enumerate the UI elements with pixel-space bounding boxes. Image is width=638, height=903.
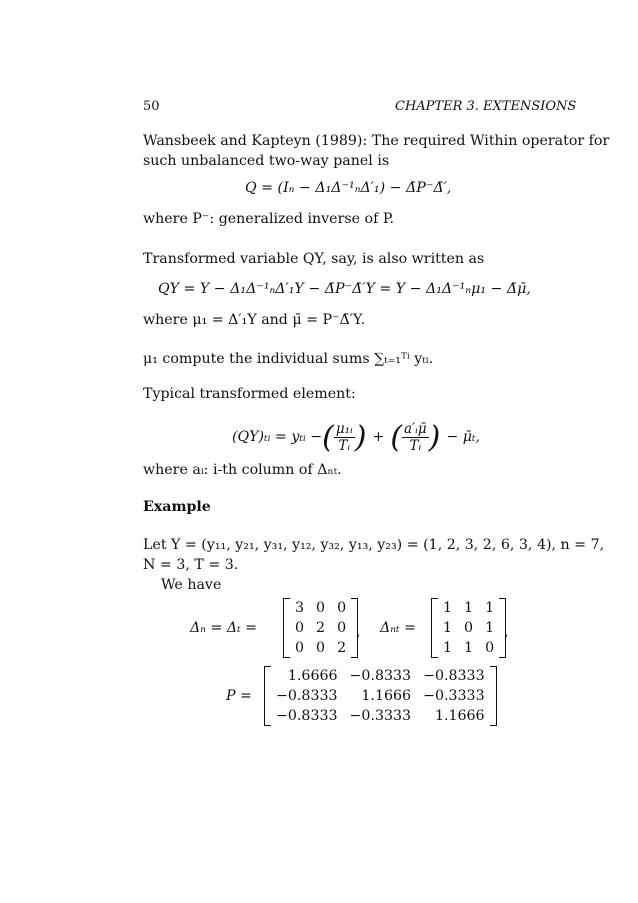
transformed-text: Transformed variable QY, say, is also written as <box>143 251 485 267</box>
left-paren: ( <box>322 419 334 455</box>
equation-element <box>232 414 480 460</box>
matrix-row <box>437 598 500 618</box>
matrix-delta-n <box>289 598 352 658</box>
matrix-row <box>270 686 491 706</box>
matrix-cell: 1 <box>485 600 495 616</box>
delta-n-label: Δₙ = Δₜ = <box>190 620 258 636</box>
matrix-cell: −0.3333 <box>423 688 485 704</box>
where-p-text: where P⁻: generalized inverse of P. <box>143 211 395 227</box>
matrix-row <box>289 618 352 638</box>
example-line-1: Let Y = (y₁₁, y₂₁, y₃₁, y₁₂, y₃₂, y₁₃, y₂₃) = (1, 2, 3, 2, 6, 3, 4), n = 7, <box>143 537 605 553</box>
fraction-1-denominator: Tᵢ <box>338 437 351 454</box>
bracket-right <box>490 666 497 726</box>
typical-text: Typical transformed element: <box>143 386 356 402</box>
matrix-cell: −0.3333 <box>349 708 412 724</box>
plus-sign: + <box>372 429 385 445</box>
matrix-cell: 1.1666 <box>361 688 412 704</box>
matrix-row <box>270 666 491 686</box>
matrix-cell: 1.6666 <box>287 668 338 684</box>
matrix-delta-nt <box>437 598 500 658</box>
matrix-cell: 1.1666 <box>434 708 485 724</box>
fraction-2-numerator: a′ᵢμ̄ <box>404 420 427 437</box>
matrix-row <box>437 618 500 638</box>
comma: , <box>504 624 509 640</box>
equation-qy: QY = Y − Δ₁Δ⁻¹ₙΔ′₁Y − Δ̄P⁻Δ̄′Y = Y − Δ₁Δ⁻¹ₙμ₁ − Δ̄μ̄, <box>158 281 531 297</box>
matrix-cell: 0 <box>337 620 347 636</box>
matrix-cell: −0.8333 <box>276 708 338 724</box>
eq-element-tail: − μ̄ₜ, <box>446 429 481 445</box>
example-line-2: N = 3, T = 3. <box>143 557 239 573</box>
matrix-cell: 0 <box>295 640 305 656</box>
example-heading: Example <box>143 499 211 515</box>
matrix-cell: 1 <box>443 620 453 636</box>
eq-element-lhs: (QY)ₜᵢ = yₜᵢ − <box>232 429 323 445</box>
matrix-cell: 1 <box>464 600 474 616</box>
matrix-row <box>437 638 500 658</box>
left-paren: ( <box>390 419 403 455</box>
matrix-cell: −0.8333 <box>276 688 338 704</box>
matrix-p <box>270 666 491 726</box>
bracket-left <box>283 598 290 658</box>
equation-q: Q = (Iₙ − Δ₁Δ⁻¹ₙΔ′₁) − Δ̄P⁻Δ̄′, <box>245 180 452 196</box>
matrix-cell: 2 <box>337 640 347 656</box>
matrix-cell: 0 <box>337 600 347 616</box>
matrix-row <box>289 638 352 658</box>
p-label: P = <box>226 688 252 704</box>
matrix-cell: 3 <box>295 600 305 616</box>
matrix-row <box>270 706 491 726</box>
matrix-cell: 0 <box>316 600 326 616</box>
matrix-cell: 0 <box>464 620 474 636</box>
comma: , <box>356 624 361 640</box>
matrix-cell: 0 <box>316 640 326 656</box>
fraction-1 <box>334 421 355 454</box>
where-mu-text: where μ₁ = Δ′₁Y and μ̄ = P⁻Δ̄′Y. <box>143 312 366 328</box>
fraction-1-numerator: μ₁ᵢ <box>335 420 353 437</box>
example-line-3: We have <box>161 577 222 593</box>
bracket-left <box>431 598 438 658</box>
matrix-cell: 1 <box>485 620 495 636</box>
right-paren: ) <box>354 419 367 455</box>
matrix-row <box>289 598 352 618</box>
fraction-2 <box>402 421 429 454</box>
matrix-cell: 1 <box>443 600 453 616</box>
matrix-cell: 1 <box>464 640 474 656</box>
mu-sums-text: μ₁ compute the individual sums ∑ₜ₌₁ᵀⁱ yₜᵢ. <box>143 351 434 367</box>
matrix-cell: 2 <box>316 620 326 636</box>
delta-nt-label: Δₙₜ = <box>380 620 416 636</box>
matrix-cell: 0 <box>295 620 305 636</box>
matrix-cell: −0.8333 <box>423 668 485 684</box>
fraction-2-denominator: Tᵢ <box>409 437 422 454</box>
matrix-cell: −0.8333 <box>349 668 412 684</box>
running-header: CHAPTER 3. EXTENSIONS <box>395 99 577 114</box>
bracket-left <box>264 666 271 726</box>
intro-line-2: such unbalanced two-way panel is <box>143 153 390 169</box>
intro-line-1: Wansbeek and Kapteyn (1989): The required Within operator for <box>143 133 610 149</box>
page-number: 50 <box>143 99 160 114</box>
matrix-cell: 0 <box>485 640 495 656</box>
right-paren: ) <box>428 419 441 455</box>
matrix-cell: 1 <box>443 640 453 656</box>
where-a-text: where aᵢ: i-th column of Δₙₜ. <box>143 462 342 478</box>
